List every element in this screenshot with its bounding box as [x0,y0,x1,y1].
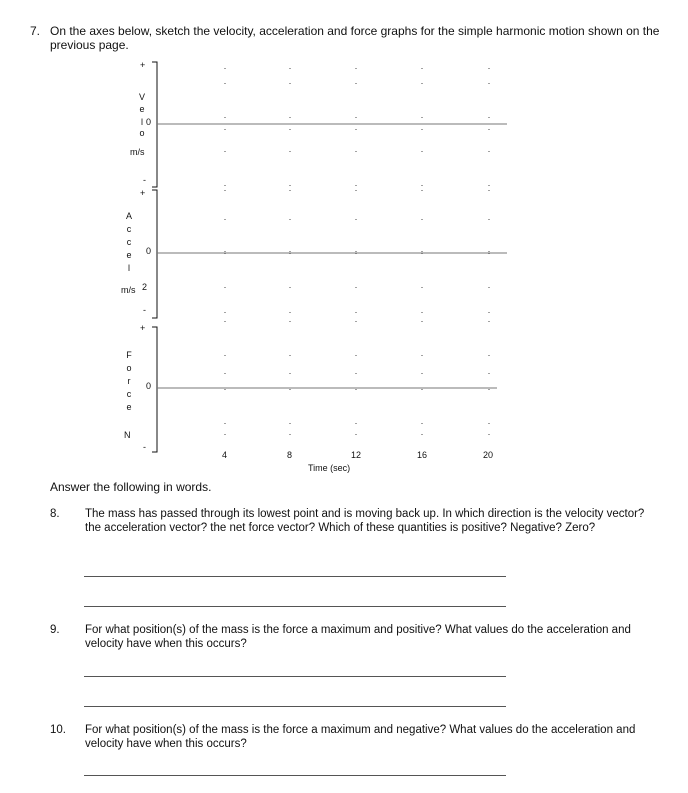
velocity-letter: o [139,128,145,138]
answer-line[interactable] [84,706,506,707]
force-letter: e [126,402,132,412]
time-tick-label: 12 [351,450,362,460]
force-unit-label: N [124,430,131,440]
acceleration-plus-label: + [140,188,146,198]
time-tick-label: 20 [483,450,494,460]
time-tick-label: 8 [287,450,293,460]
question-number: 9. [50,624,60,636]
acceleration-axis [152,190,507,318]
answer-line[interactable] [84,676,506,677]
force-letter: F [126,350,132,360]
velocity-letter: V [138,92,145,102]
force-letter: o [126,363,132,373]
velocity-letter: e [139,104,145,114]
question-number: 10. [50,724,66,736]
velocity-axis [152,62,507,187]
force-axis [152,327,497,452]
acceleration-minus-label: - [143,305,146,315]
acceleration-letter: A [125,211,132,221]
question-text: On the axes below, sketch the velocity, acceleration and force graphs for the simple harmonic motion shown on the previous page. [50,24,660,52]
force-letter: r [127,376,131,386]
velocity-letter: l [141,117,143,127]
question-number: 7. [30,24,41,38]
acceleration-letter: l [128,263,130,273]
question-8 [50,507,660,547]
question-10 [50,723,660,753]
velocity-minus-label: - [143,175,146,185]
force-minus-label: - [143,442,146,452]
time-axis-label: Time (sec) [308,463,351,473]
acceleration-unit-label [121,282,148,295]
section-title: Answer the following in words. [50,480,212,494]
acceleration-letter: e [126,250,132,260]
acceleration-letter: c [126,237,132,247]
answer-line[interactable] [84,576,506,577]
time-tick-label: 16 [417,450,428,460]
force-plus-label: + [140,323,146,333]
acceleration-zero-label: 0 [146,246,152,256]
acceleration-unit-exponent: 2 [142,282,148,292]
velocity-plus-label: + [140,60,146,70]
answer-line[interactable] [84,775,506,776]
acceleration-unit: m/s [121,285,136,295]
force-letter: c [126,389,132,399]
time-gridlines [225,68,489,448]
velocity-zero-label: 0 [146,117,152,127]
acceleration-letter: c [126,224,132,234]
question-text: For what position(s) of the mass is the force a maximum and positive? What values do the acceleration and velocity have when this occurs? [85,624,631,650]
velocity-unit-label: m/s [130,147,145,157]
answer-line[interactable] [84,606,506,607]
question-number: 8. [50,508,60,520]
time-gridlines-fine [225,83,489,448]
force-zero-label: 0 [146,381,152,391]
question-text: For what position(s) of the mass is the force a maximum and negative? What values do the acceleration and velocity have when this occurs? [85,724,636,750]
question-9 [50,623,660,653]
question-text: The mass has passed through its lowest point and is moving back up. In which direction is the velocity vector? the acceleration vector? the net force vector? Which of these quantities is positive? Negative? Zero? [85,508,645,534]
time-tick-label: 4 [222,450,228,460]
